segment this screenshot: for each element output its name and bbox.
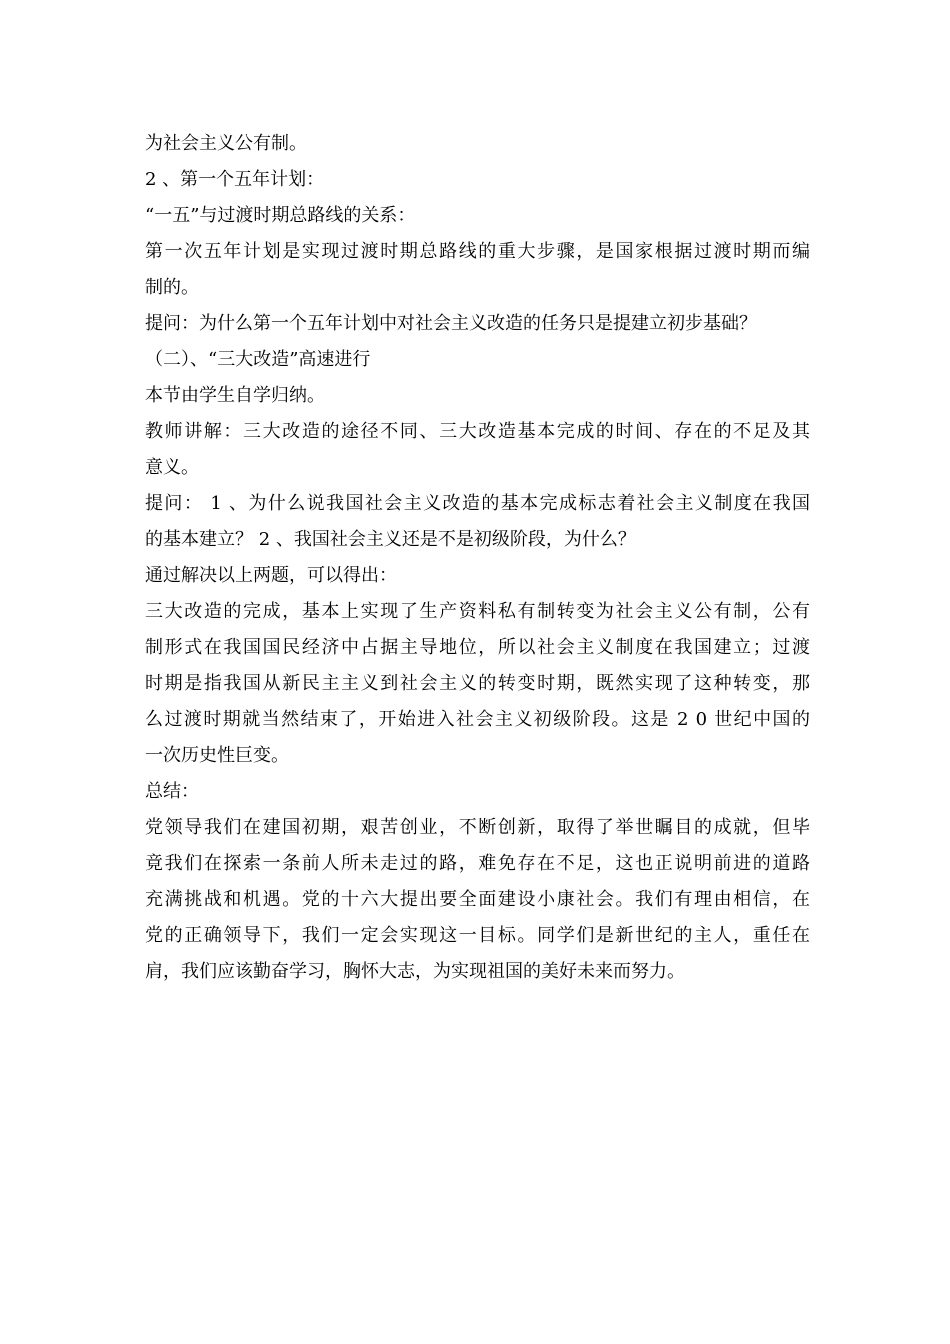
text-line: 竟我们在探索一条前人所未走过的路，难免存在不足，这也正说明前进的道路 bbox=[145, 853, 810, 874]
text-line: 党领导我们在建国初期，艰苦创业，不断创新，取得了举世瞩目的成就，但毕 bbox=[145, 817, 810, 838]
text-line: 时期是指我国从新民主主义到社会主义的转变时期，既然实现了这种转变，那 bbox=[145, 673, 810, 694]
text-line: 党的正确领导下，我们一定会实现这一目标。同学们是新世纪的主人，重任在 bbox=[145, 925, 810, 946]
question-line: 提问： 1 、为什么说我国社会主义改造的基本完成标志着社会主义制度在我国 bbox=[145, 493, 810, 514]
text-line: 为社会主义公有制。 bbox=[145, 133, 307, 154]
text-line: 制形式在我国国民经济中占据主导地位，所以社会主义制度在我国建立；过渡 bbox=[145, 637, 810, 658]
text-line: 肩，我们应该勤奋学习，胸怀大志，为实现祖国的美好未来而努力。 bbox=[145, 961, 685, 982]
text-line: 意义。 bbox=[145, 457, 199, 478]
text-line: 通过解决以上两题，可以得出： bbox=[145, 565, 397, 586]
question-line: 提问：为什么第一个五年计划中对社会主义改造的任务只是提建立初步基础？ bbox=[145, 313, 757, 334]
document-body bbox=[145, 126, 810, 990]
section-heading-three-reforms: （二）、“三大改造”高速进行 bbox=[145, 349, 371, 370]
text-line: 三大改造的完成，基本上实现了生产资料私有制转变为社会主义公有制，公有 bbox=[145, 601, 810, 622]
text-line: 一次历史性巨变。 bbox=[145, 745, 289, 766]
text-line: 么过渡时期就当然结束了，开始进入社会主义初级阶段。这是 2 0 世纪中国的 bbox=[145, 709, 810, 730]
text-line: 充满挑战和机遇。党的十六大提出要全面建设小康社会。我们有理由相信，在 bbox=[145, 889, 810, 910]
text-line: 教师讲解：三大改造的途径不同、三大改造基本完成的时间、存在的不足及其 bbox=[145, 421, 810, 442]
text-line: 第一次五年计划是实现过渡时期总路线的重大步骤，是国家根据过渡时期而编 bbox=[145, 241, 810, 262]
question-line: 的基本建立？ 2 、我国社会主义还是不是初级阶段，为什么？ bbox=[145, 529, 636, 550]
text-line: 制的。 bbox=[145, 277, 199, 298]
summary-heading: 总结： bbox=[145, 781, 199, 802]
section-heading-five-year-plan: 2 、第一个五年计划： bbox=[145, 169, 325, 190]
text-line: 本节由学生自学归纳。 bbox=[145, 385, 325, 406]
text-line: “一五”与过渡时期总路线的关系： bbox=[145, 205, 416, 226]
